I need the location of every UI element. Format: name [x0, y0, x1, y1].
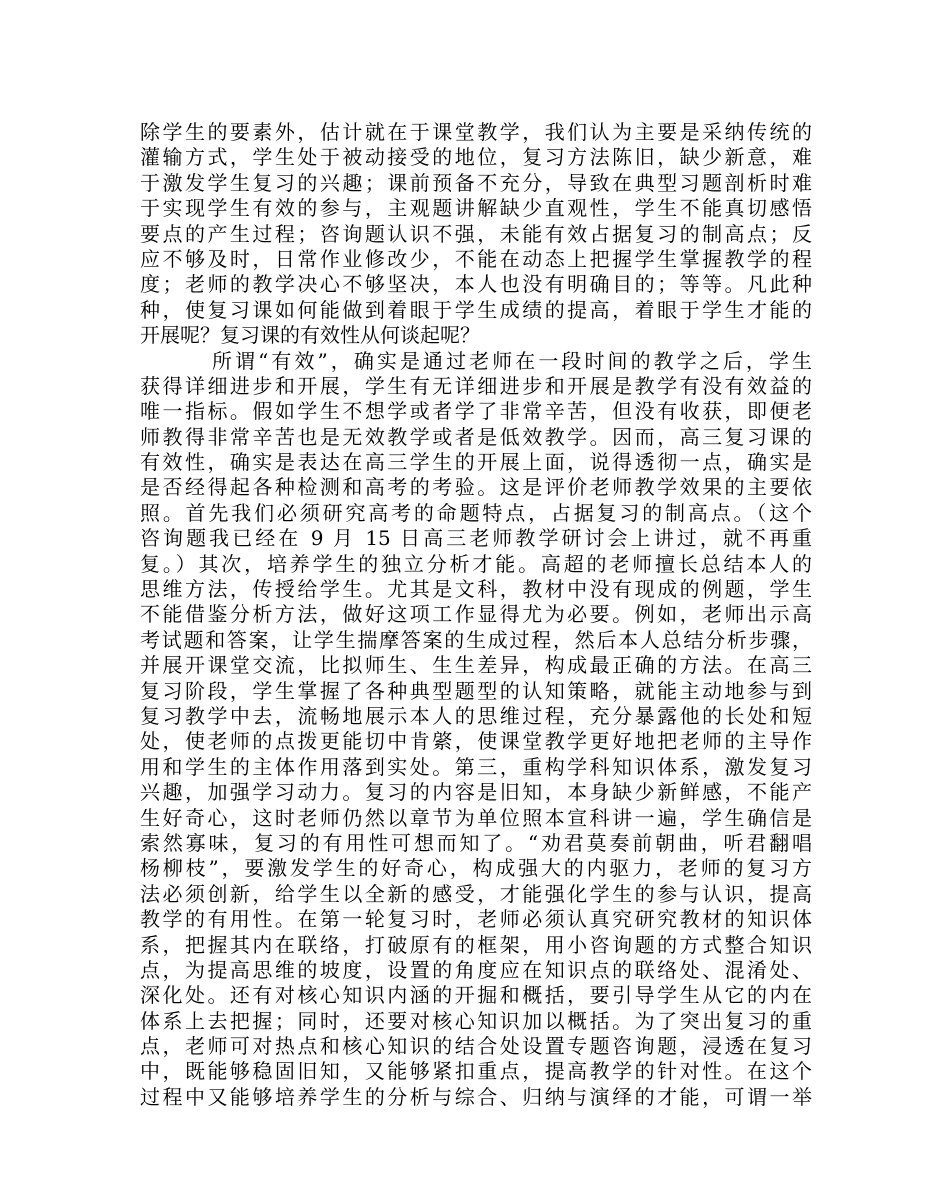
text-line: 复习教学中去，流畅地展示本人的思维过程，充分暴露他的长处和短 [140, 703, 812, 728]
text-line: 复。）其次，培养学生的独立分析才能。高超的老师擅长总结本人的 [140, 551, 812, 576]
paragraph-end-line: 开展呢？复习课的有效性从何谈起呢？ [140, 323, 480, 348]
body-text [140, 120, 812, 1110]
text-line: 应不够及时，日常作业修改少，不能在动态上把握学生掌握教学的程 [140, 246, 812, 271]
text-line: 并展开课堂交流，比拟师生、生生差异，构成最正确的方法。在高三 [140, 653, 812, 678]
text-line: 于激发学生复习的兴趣；课前预备不充分，导致在典型习题剖析时难 [140, 170, 812, 195]
text-line: 复习阶段，学生掌握了各种典型题型的认知策略，就能主动地参与到 [140, 678, 812, 703]
text-line: 于实现学生有效的参与，主观题讲解缺少直观性，学生不能真切感悟 [140, 196, 812, 221]
text-line: 生好奇心，这时老师仍然以章节为单位照本宣科讲一遍，学生确信是 [140, 805, 812, 830]
text-line: 获得详细进步和开展，学生有无详细进步和开展是教学有没有效益的 [140, 373, 812, 398]
text-line: 中，既能够稳固旧知，又能够紧扣重点，提高教学的针对性。在这个 [140, 1059, 812, 1084]
text-line: 点，老师可对热点和核心知识的结合处设置专题咨询题，浸透在复习 [140, 1034, 812, 1059]
text-line: 过程中又能够培养学生的分析与综合、归纳与演绎的才能，可谓一举 [140, 1084, 812, 1109]
text-line: 有效性，确实是表达在高三学生的开展上面，说得透彻一点，确实是 [140, 450, 812, 475]
text-line: 系，把握其内在联络，打破原有的框架，用小咨询题的方式整合知识 [140, 932, 812, 957]
text-line: 度；老师的教学决心不够坚决，本人也没有明确目的；等等。凡此种 [140, 272, 812, 297]
text-line: 思维方法，传授给学生。尤其是文科，教材中没有现成的例题，学生 [140, 577, 812, 602]
text-line: 除学生的要素外，估计就在于课堂教学，我们认为主要是采纳传统的 [140, 120, 812, 144]
text-line: 处，使老师的点拨更能切中肯綮，使课堂教学更好地把老师的主导作 [140, 729, 812, 754]
text-line: 唯一指标。假如学生不想学或者学了非常辛苦，但没有收获，即便老 [140, 399, 812, 424]
text-line: 不能借鉴分析方法，做好这项工作显得尤为必要。例如，老师出示高 [140, 602, 812, 627]
text-line: 兴趣，加强学习动力。复习的内容是旧知，本身缺少新鲜感，不能产 [140, 780, 812, 805]
text-line: 要点的产生过程；咨询题认识不强，未能有效占据复习的制高点；反 [140, 221, 812, 246]
paragraph-start-line: 所谓“有效”，确实是通过老师在一段时间的教学之后，学生 [212, 348, 812, 373]
text-line: 考试题和答案，让学生揣摩答案的生成过程，然后本人总结分析步骤， [140, 627, 812, 652]
text-line: 咨询题我已经在 9 月 15 日高三老师教学研讨会上讲过，就不再重 [140, 526, 812, 551]
text-line: 体系上去把握；同时，还要对核心知识加以概括。为了突出复习的重 [140, 1008, 812, 1033]
text-line: 点，为提高思维的坡度，设置的角度应在知识点的联络处、混淆处、 [140, 957, 812, 982]
text-line: 索然寡味，复习的有用性可想而知了。“劝君莫奏前朝曲，听君翻唱 [140, 830, 812, 855]
text-line: 法必须创新，给学生以全新的感受，才能强化学生的参与认识，提高 [140, 881, 812, 906]
text-line: 照。首先我们必须研究高考的命题特点，占据复习的制高点。（这个 [140, 500, 812, 525]
text-line: 用和学生的主体作用落到实处。第三，重构学科知识体系，激发复习 [140, 754, 812, 779]
text-line: 杨柳枝”，要激发学生的好奇心，构成强大的内驱力，老师的复习方 [140, 856, 812, 881]
text-line: 灌输方式，学生处于被动接受的地位，复习方法陈旧，缺少新意，难 [140, 145, 812, 170]
text-line: 教学的有用性。在第一轮复习时，老师必须认真究研究教材的知识体 [140, 907, 812, 932]
text-line: 是否经得起各种检测和高考的考验。这是评价老师教学效果的主要依 [140, 475, 812, 500]
text-line: 深化处。还有对核心知识内涵的开掘和概括，要引导学生从它的内在 [140, 983, 812, 1008]
text-line: 师教得非常辛苦也是无效教学或者是低效教学。因而，高三复习课的 [140, 424, 812, 449]
text-line: 种，使复习课如何能做到着眼于学生成绩的提高，着眼于学生才能的 [140, 297, 812, 322]
